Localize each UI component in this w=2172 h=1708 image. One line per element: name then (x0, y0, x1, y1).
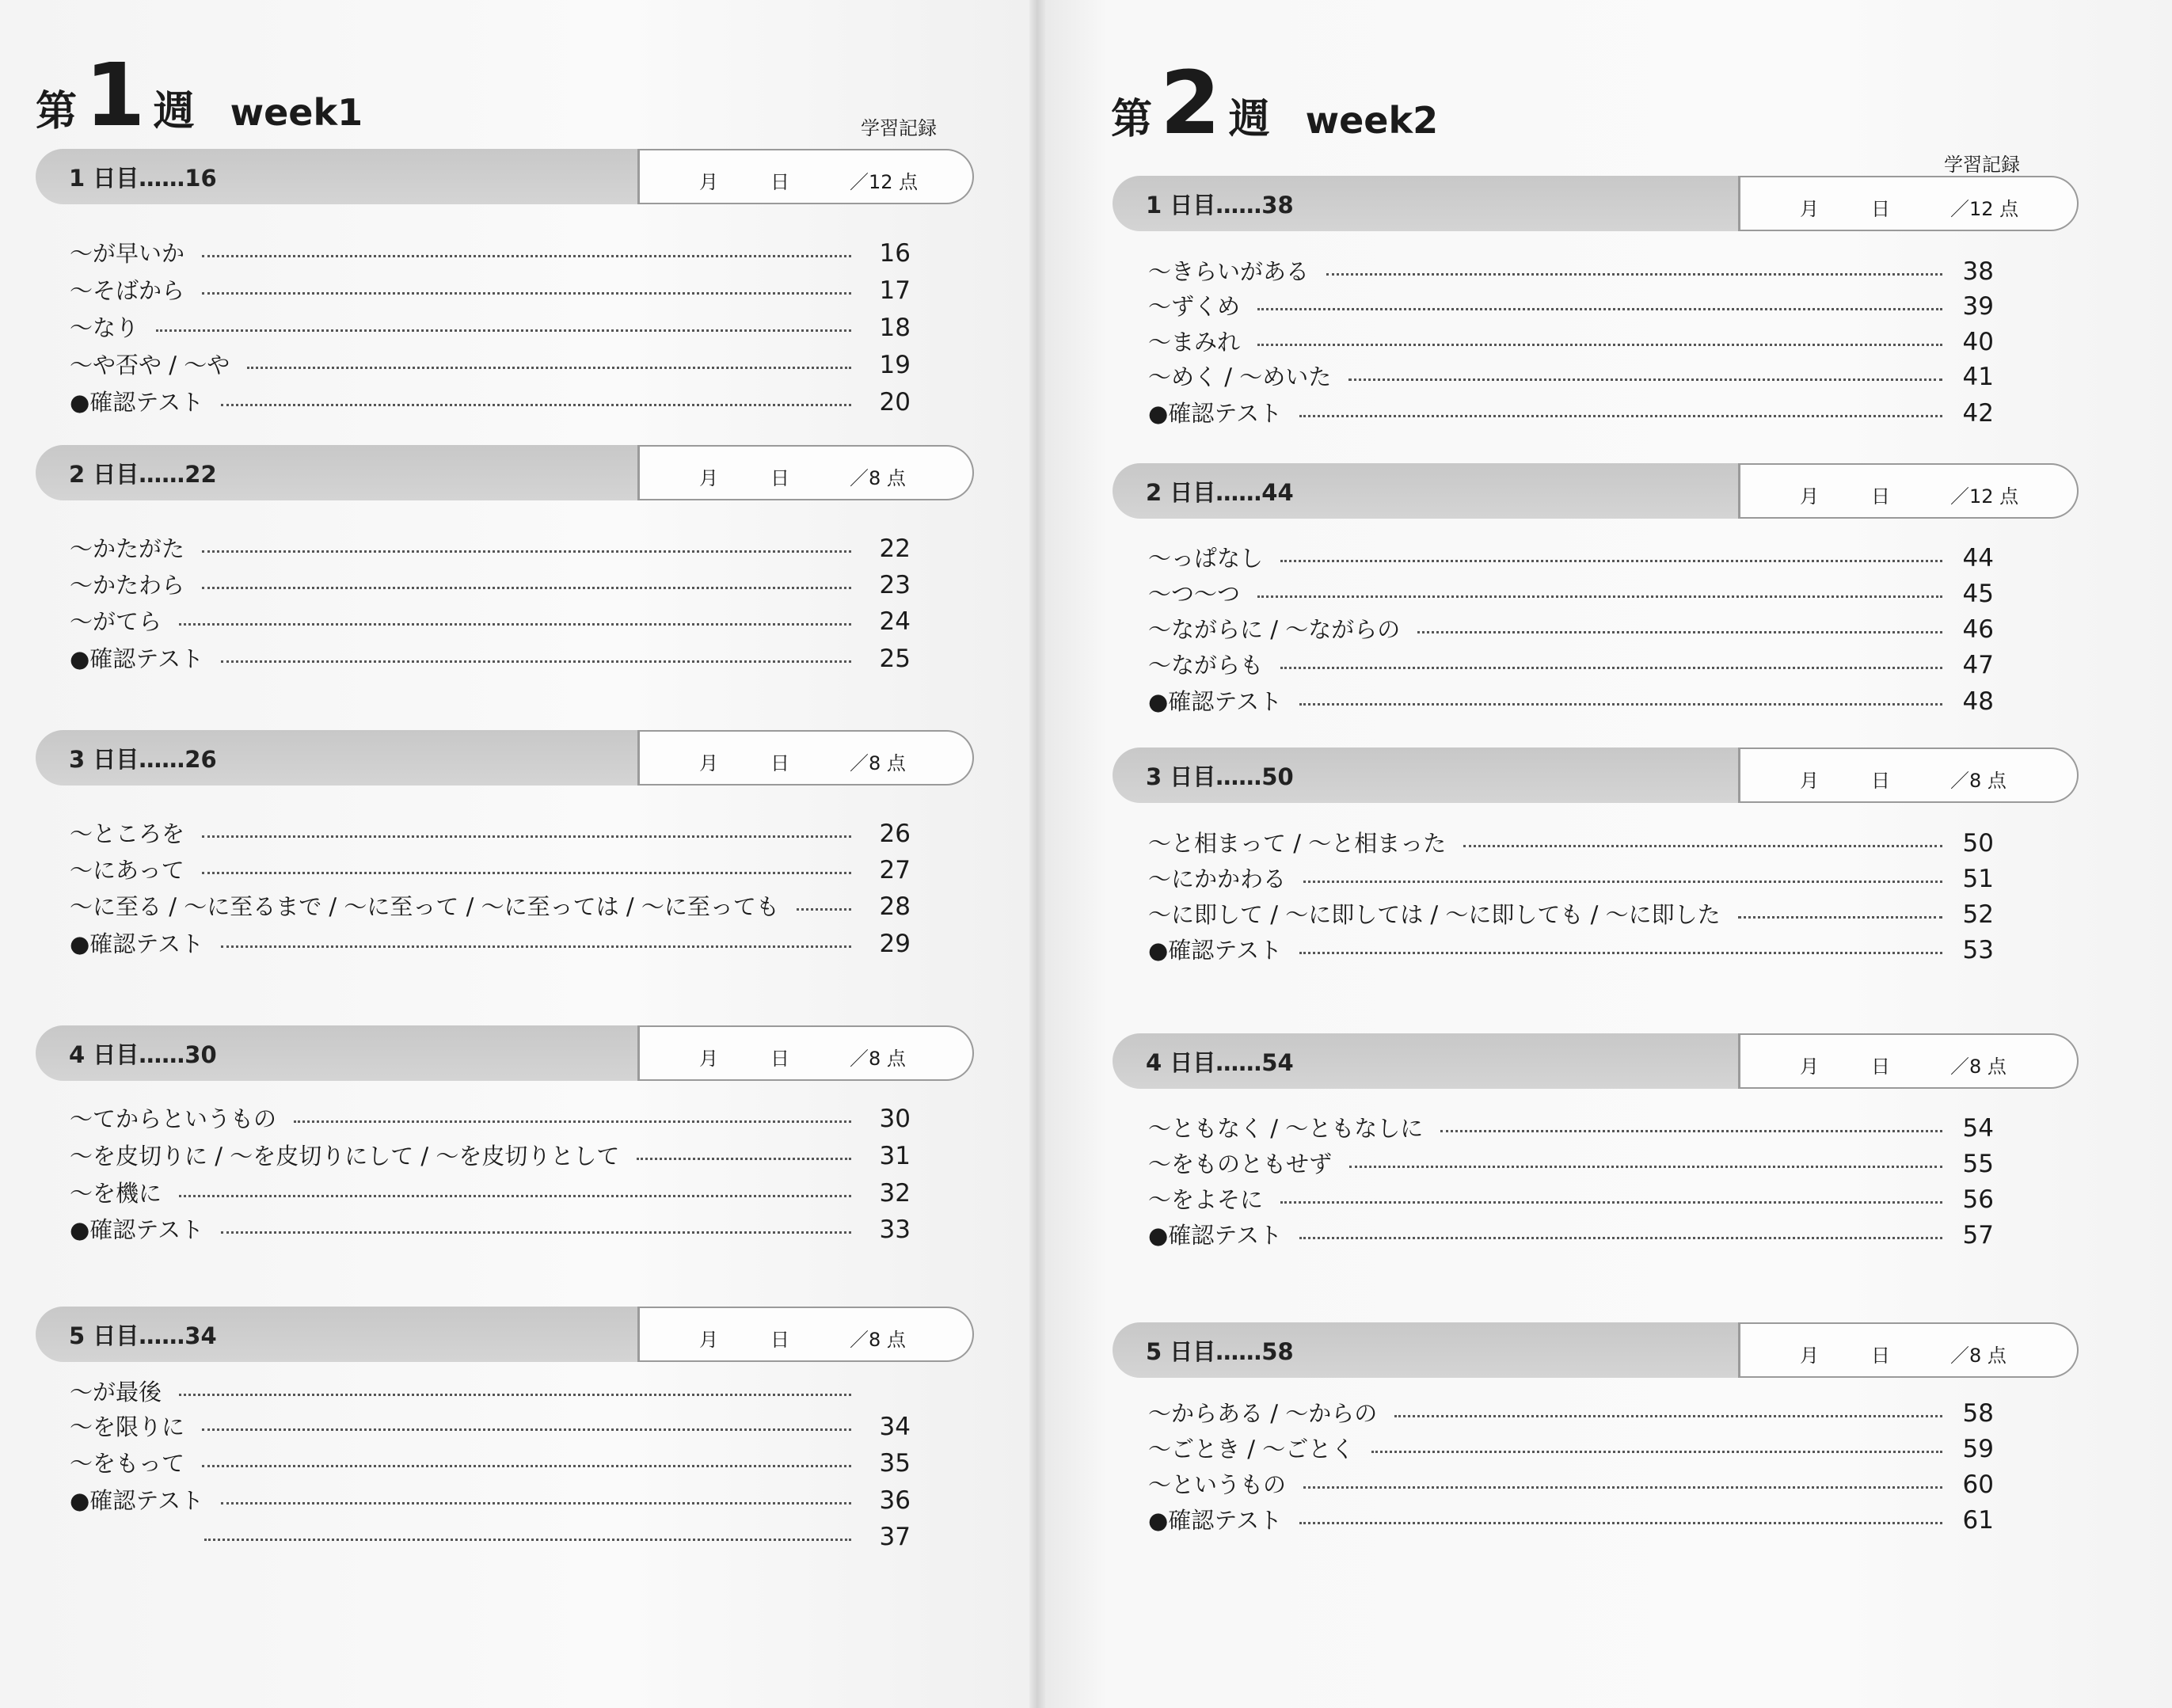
leader-dots (1440, 1130, 1942, 1132)
grammar-entry (70, 275, 919, 311)
leader-dots (202, 1465, 851, 1467)
week-suffix: 週 (153, 88, 195, 135)
grammar-entry (1148, 827, 2002, 864)
day-header (36, 1307, 974, 1362)
record-day: 日 (770, 1329, 789, 1351)
page-number: 59 (1962, 1435, 1994, 1463)
page-number: 38 (1962, 257, 1994, 286)
leader-dots (1326, 273, 1942, 276)
page-number: 45 (1962, 580, 1994, 608)
leader-dots (202, 835, 851, 838)
grammar-entry (1148, 649, 2002, 686)
entry-label: ～つ～つ (1148, 580, 1241, 607)
record-month: 月 (699, 1329, 718, 1351)
page-number: 31 (879, 1142, 911, 1170)
page-number: 16 (879, 239, 911, 268)
leader-dots (156, 329, 851, 332)
grammar-entry (70, 1103, 919, 1139)
page-number: 36 (879, 1486, 911, 1515)
entry-label: ～をもって (70, 1450, 185, 1477)
record-score: ／8 点 (850, 467, 906, 489)
entry-label: ～が最後 (70, 1379, 162, 1406)
day-header (36, 730, 974, 786)
leader-dots (1348, 378, 1942, 381)
entry-label: ～に至る / ～に至るまで / ～に至って / ～に至っては / ～に至っても (70, 893, 779, 920)
grammar-entry (70, 1376, 919, 1413)
entry-label: ～をものともせず (1148, 1151, 1333, 1177)
record-month: 月 (1800, 1056, 1819, 1078)
leader-dots (202, 292, 851, 295)
leader-dots (1394, 1415, 1942, 1417)
leader-dots (204, 1539, 851, 1541)
grammar-entry (1148, 256, 2002, 292)
leader-dots (221, 945, 851, 948)
record-day: 日 (770, 1048, 789, 1070)
entry-label: ●確認テスト (1148, 688, 1283, 715)
grammar-entry (1148, 1184, 2002, 1220)
leader-dots (1257, 308, 1942, 310)
record-month: 月 (1800, 1345, 1819, 1367)
week-english: week1 (230, 91, 363, 134)
day-header (36, 149, 974, 204)
study-record-box[interactable] (1738, 463, 2079, 519)
review-test-entry (70, 643, 919, 679)
page-number: 34 (879, 1413, 911, 1441)
entry-label: ～っぱなし (1148, 545, 1264, 572)
leader-dots (1257, 344, 1942, 346)
entry-label: ～が早いか (70, 240, 185, 267)
day-label: 4 日目……30 (36, 1025, 637, 1081)
week-number: 1 (85, 44, 146, 146)
entry-label: ～にかかわる (1148, 865, 1287, 892)
record-day: 日 (770, 467, 789, 489)
day-label: 3 日目……26 (36, 730, 637, 786)
review-test-entry (70, 1214, 919, 1250)
record-score: ／8 点 (1950, 770, 2007, 792)
study-record-box[interactable] (637, 730, 974, 786)
study-record-box[interactable] (637, 1307, 974, 1362)
grammar-entry (1148, 614, 2002, 650)
week-suffix: 週 (1228, 96, 1270, 143)
review-test-entry (70, 1485, 919, 1521)
day-header (1113, 176, 2079, 231)
page-number: 19 (879, 351, 911, 379)
record-day: 日 (770, 752, 789, 774)
leader-dots (1303, 881, 1942, 883)
page-number: 47 (1962, 651, 1994, 679)
grammar-entry (70, 1447, 919, 1484)
day-label: 2 日目……44 (1113, 463, 1738, 519)
grammar-entry (1148, 291, 2002, 327)
entry-label: ～まみれ (1148, 329, 1241, 356)
day-label: 2 日目……22 (36, 445, 637, 500)
grammar-entry (1148, 361, 2002, 398)
entry-label: ●確認テスト (1148, 1507, 1283, 1534)
grammar-entry (70, 569, 919, 606)
record-score: ／12 点 (850, 171, 919, 193)
day-header (1113, 1033, 2079, 1089)
record-day: 日 (1871, 198, 1890, 220)
page-number: 51 (1962, 865, 1994, 893)
grammar-entry (1148, 1398, 2002, 1434)
grammar-entry (70, 854, 919, 891)
record-month: 月 (699, 1048, 718, 1070)
study-record-box[interactable] (637, 1025, 974, 1081)
week-prefix: 第 (36, 88, 78, 135)
day-label: 1 日目……16 (36, 149, 637, 204)
entry-label: ●確認テスト (70, 389, 204, 416)
entry-label: ～を限りに (70, 1413, 185, 1440)
grammar-entry (70, 818, 919, 854)
record-day: 日 (1871, 485, 1890, 508)
entry-label: ～をよそに (1148, 1186, 1264, 1213)
review-test-entry (1148, 934, 2002, 971)
grammar-entry (70, 1177, 919, 1214)
record-month: 月 (699, 171, 718, 193)
entry-label: ～ともなく / ～ともなしに (1148, 1115, 1424, 1142)
leader-dots (202, 1428, 851, 1431)
record-day: 日 (1871, 1345, 1890, 1367)
leader-dots (1280, 1201, 1942, 1204)
record-day: 日 (1871, 1056, 1890, 1078)
leader-dots (247, 367, 851, 369)
entry-label: ●確認テスト (70, 645, 204, 672)
page-number: 32 (879, 1179, 911, 1208)
leader-dots (797, 908, 851, 911)
page-number: 46 (1962, 615, 1994, 644)
record-day: 日 (770, 171, 789, 193)
grammar-entry (70, 1140, 919, 1177)
grammar-entry (70, 1411, 919, 1447)
leader-dots (1371, 1451, 1942, 1453)
entry-label: ～かたがた (70, 535, 185, 562)
study-record-box[interactable] (1738, 1322, 2079, 1378)
record-month: 月 (1800, 198, 1819, 220)
page-number: 52 (1962, 900, 1994, 929)
day-label: 5 日目……58 (1113, 1322, 1738, 1378)
leader-dots (202, 255, 851, 257)
leader-dots (1299, 703, 1942, 706)
record-day: 日 (1871, 770, 1890, 792)
grammar-entry (1148, 1433, 2002, 1470)
study-record-box[interactable] (1738, 747, 2079, 803)
page-number: 61 (1962, 1506, 1994, 1535)
entry-label: ●確認テスト (70, 1216, 204, 1243)
show-through-mark (2083, 71, 2146, 143)
review-test-entry (1148, 398, 2002, 434)
study-record-box[interactable] (637, 445, 974, 500)
record-month: 月 (699, 752, 718, 774)
entry-label: ●確認テスト (70, 930, 204, 957)
leader-dots (1299, 1522, 1942, 1524)
entry-label: ～に即して / ～に即しては / ～に即しても / ～に即した (1148, 901, 1721, 928)
leader-dots (221, 1502, 851, 1504)
entry-label: ～きらいがある (1148, 258, 1310, 285)
review-test-entry (1148, 1504, 2002, 1541)
grammar-entry (70, 238, 919, 274)
record-score: ／8 点 (850, 1048, 906, 1070)
grammar-entry (70, 1521, 919, 1558)
leader-dots (202, 550, 851, 553)
page-number: 33 (879, 1215, 911, 1244)
page-number: 48 (1962, 687, 1994, 716)
day-header (1113, 747, 2079, 803)
page-number: 57 (1962, 1221, 1994, 1250)
entry-label: ～というもの (1148, 1471, 1287, 1498)
page-number: 41 (1962, 363, 1994, 391)
leader-dots (1280, 560, 1942, 562)
page-number: 29 (879, 930, 911, 958)
entry-label: ～と相まって / ～と相まった (1148, 830, 1447, 857)
leader-dots (221, 660, 851, 663)
record-score: ／12 点 (1950, 485, 2019, 508)
week-number: 2 (1160, 52, 1221, 154)
page-number: 20 (879, 388, 911, 417)
entry-label: ～てからというもの (70, 1105, 277, 1132)
week-title (1111, 52, 1439, 154)
leader-dots (1299, 415, 1942, 417)
day-label: 5 日目……34 (36, 1307, 637, 1362)
page-number: 22 (879, 534, 911, 563)
page-number: 30 (879, 1105, 911, 1133)
entry-label: ～を皮切りに / ～を皮切りにして / ～を皮切りとして (70, 1143, 620, 1170)
grammar-entry (1148, 1113, 2002, 1149)
grammar-entry (1148, 1469, 2002, 1505)
grammar-entry (1148, 863, 2002, 900)
record-score: ／8 点 (850, 1329, 906, 1351)
week-prefix: 第 (1111, 96, 1153, 143)
review-test-entry (70, 928, 919, 964)
record-month: 月 (1800, 485, 1819, 508)
page-number: 35 (879, 1449, 911, 1478)
page-number: 42 (1962, 399, 1994, 428)
study-record-box[interactable] (1738, 176, 2079, 231)
page-number: 40 (1962, 328, 1994, 356)
leader-dots (1299, 952, 1942, 954)
page-number: 56 (1962, 1185, 1994, 1214)
day-header (1113, 463, 2079, 519)
leader-dots (1738, 916, 1942, 919)
day-header (36, 1025, 974, 1081)
leader-dots (179, 1394, 851, 1396)
page-number: 27 (879, 856, 911, 884)
leader-dots (637, 1158, 851, 1160)
leader-dots (1417, 631, 1942, 633)
entry-label: ～かたわら (70, 572, 185, 599)
page-number: 28 (879, 892, 911, 921)
grammar-entry (70, 533, 919, 569)
grammar-entry (1148, 578, 2002, 614)
leader-dots (202, 587, 851, 589)
review-test-entry (70, 386, 919, 423)
entry-label: ～ながらに / ～ながらの (1148, 616, 1401, 643)
day-label: 3 日目……50 (1113, 747, 1738, 803)
leader-dots (179, 623, 851, 626)
entry-label: ～ずくめ (1148, 293, 1241, 320)
grammar-entry (70, 349, 919, 386)
grammar-entry (1148, 326, 2002, 363)
review-test-entry (1148, 686, 2002, 722)
entry-label: ～ごとき / ～ごとく (1148, 1436, 1355, 1463)
grammar-entry (1148, 899, 2002, 935)
day-header (1113, 1322, 2079, 1378)
day-header (36, 445, 974, 500)
week-english: week2 (1305, 99, 1439, 142)
entry-label: ～からある / ～からの (1148, 1400, 1378, 1427)
entry-label: ●確認テスト (1148, 937, 1283, 964)
review-test-entry (1148, 1219, 2002, 1256)
page-number: 55 (1962, 1150, 1994, 1178)
entry-label: ～がてら (70, 608, 162, 635)
page-number: 53 (1962, 936, 1994, 964)
page-number: 58 (1962, 1399, 1994, 1428)
page-number: 17 (879, 276, 911, 305)
study-record-label: 学習記録 (861, 117, 937, 139)
page-number: 60 (1962, 1470, 1994, 1499)
grammar-entry (70, 891, 919, 927)
page-number: 54 (1962, 1114, 1994, 1143)
day-label: 1 日目……38 (1113, 176, 1738, 231)
page-number: 18 (879, 314, 911, 342)
leader-dots (1349, 1166, 1942, 1168)
record-score: ／12 点 (1950, 198, 2019, 220)
leader-dots (202, 872, 851, 874)
leader-dots (1299, 1237, 1942, 1239)
entry-label: ～や否や / ～や (70, 352, 230, 378)
entry-label: ～ながらも (1148, 652, 1264, 679)
leader-dots (294, 1120, 851, 1123)
entry-label: ●確認テスト (1148, 1222, 1283, 1249)
study-record-label: 学習記録 (1944, 154, 2020, 176)
page-number: 39 (1962, 292, 1994, 321)
study-record-box[interactable] (1738, 1033, 2079, 1089)
record-score: ／8 点 (850, 752, 906, 774)
page-number: 26 (879, 820, 911, 848)
leader-dots (1257, 595, 1942, 598)
entry-label: ～なり (70, 314, 139, 341)
study-record-box[interactable] (637, 149, 974, 204)
leader-dots (1463, 845, 1942, 847)
grammar-entry (1148, 542, 2002, 579)
record-score: ／8 点 (1950, 1056, 2007, 1078)
leader-dots (221, 404, 851, 406)
page-number: 25 (879, 645, 911, 673)
record-score: ／8 点 (1950, 1345, 2007, 1367)
entry-label: ～ところを (70, 820, 185, 847)
day-label: 4 日目……54 (1113, 1033, 1738, 1089)
entry-label: ～にあって (70, 857, 184, 884)
page-number: 37 (879, 1523, 911, 1551)
page-number: 50 (1962, 829, 1994, 858)
page-number: 23 (879, 571, 911, 599)
entry-label: ●確認テスト (1148, 400, 1283, 427)
entry-label: ～を機に (70, 1180, 162, 1207)
grammar-entry (1148, 1148, 2002, 1185)
grammar-entry (70, 312, 919, 348)
record-month: 月 (1800, 770, 1819, 792)
leader-dots (179, 1195, 851, 1197)
leader-dots (1280, 667, 1942, 669)
grammar-entry (70, 606, 919, 642)
entry-label: ～めく / ～めいた (1148, 363, 1332, 390)
leader-dots (1303, 1486, 1942, 1489)
page-number: 44 (1962, 544, 1994, 573)
leader-dots (221, 1231, 851, 1234)
entry-label: ●確認テスト (70, 1487, 204, 1514)
book-gutter (1029, 0, 1045, 1708)
entry-label: ～そばから (70, 277, 185, 304)
record-month: 月 (699, 467, 718, 489)
week-title (36, 44, 363, 146)
page-number: 24 (879, 607, 911, 636)
